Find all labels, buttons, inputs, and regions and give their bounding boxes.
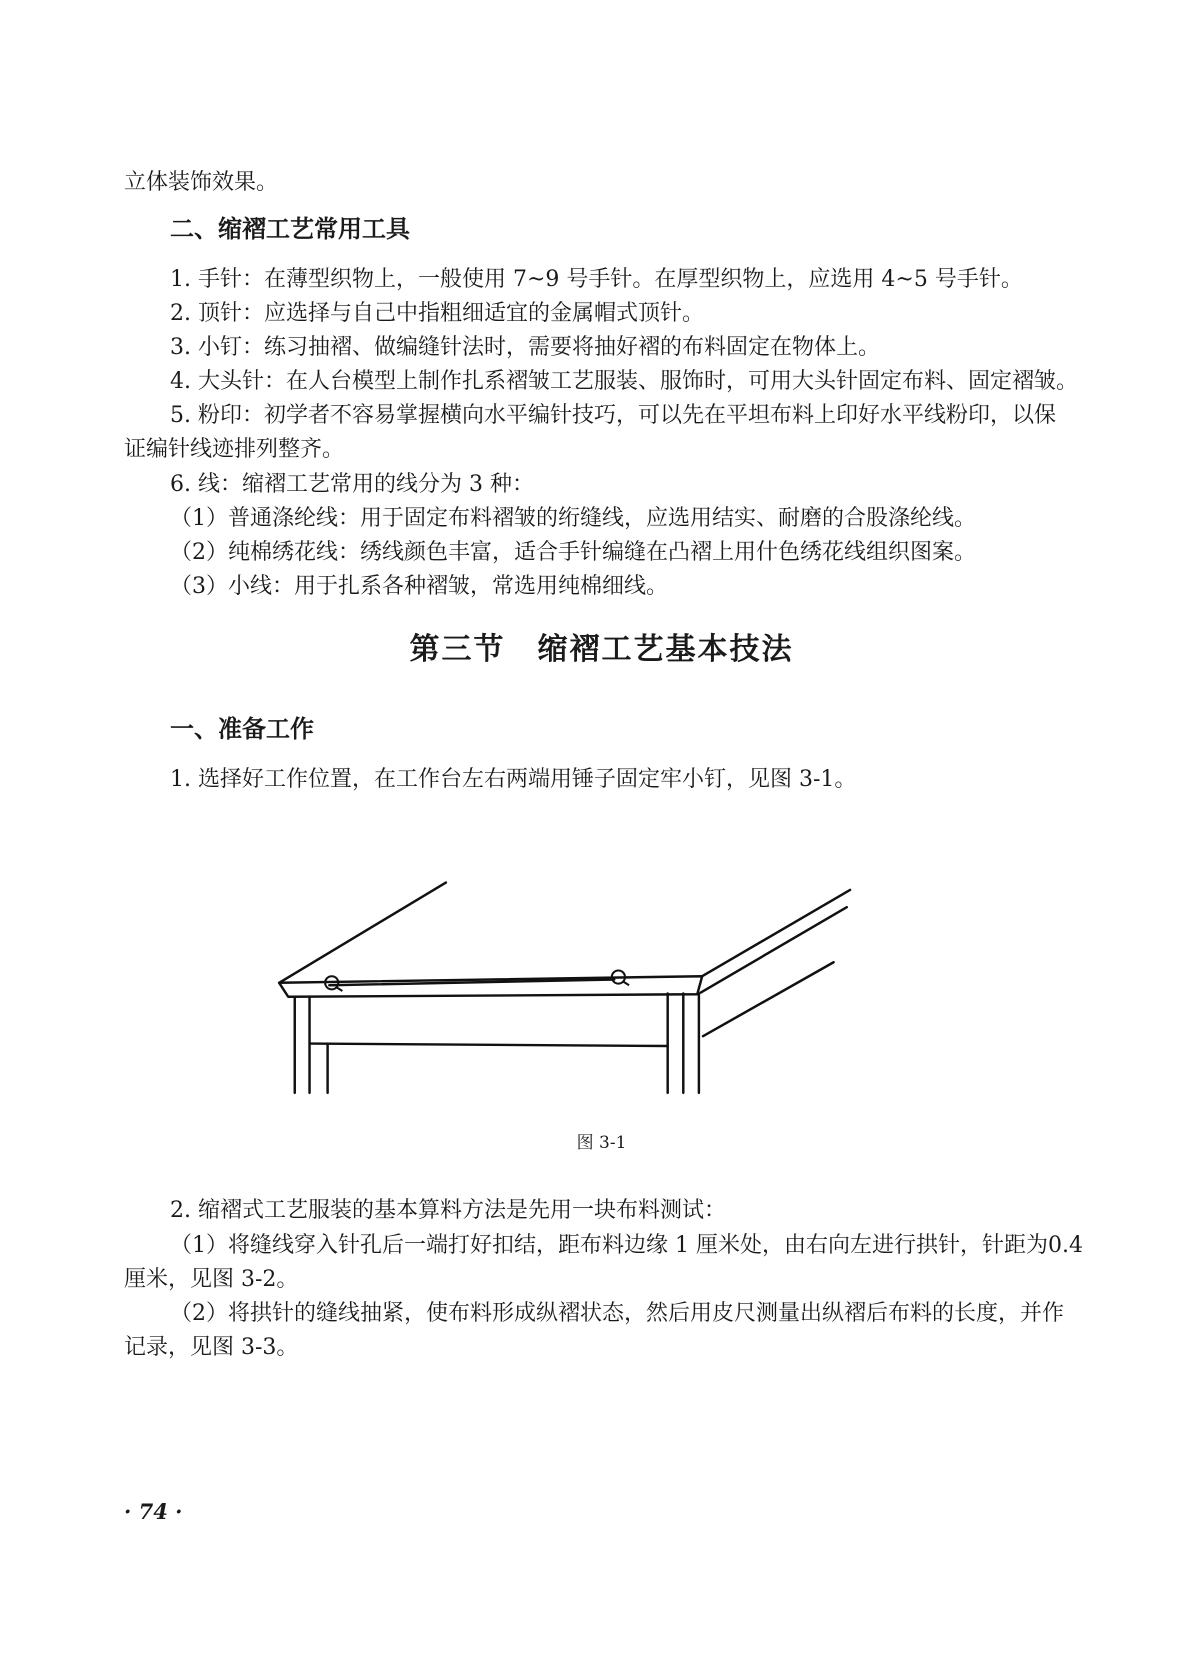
tack-left-icon [325, 976, 342, 991]
prep-step-2-2-cont: 记录，见图 3-3。 [124, 1335, 299, 1360]
section-heading-tools: 二、缩褶工艺常用工具 [170, 215, 410, 243]
page-number: · 74 · [124, 1499, 183, 1524]
tool-item-chalk: 5. 粉印：初学者不容易掌握横向水平编针技巧，可以先在平坦布料上印好水平线粉印，以保 [170, 403, 1056, 428]
thread-type-small: （3）小线：用于扎系各种褶皱，常选用纯棉细线。 [170, 574, 668, 599]
thread-type-polyester: （1）普通涤纶线：用于固定布料褶皱的绗缝线，应选用结实、耐磨的合股涤纶线。 [170, 506, 976, 531]
thread-type-embroidery: （2）纯棉绣花线：绣线颜色丰富，适合手针编缝在凸褶上用什色绣花线组织图案。 [170, 540, 976, 565]
prep-step-2-2: （2）将拱针的缝线抽紧，使布料形成纵褶状态，然后用皮尺测量出纵褶后布料的长度，并作 [170, 1301, 1065, 1326]
tool-item-thimble: 2. 顶针：应选择与自己中指粗细适宜的金属帽式顶针。 [170, 301, 704, 326]
section-heading-prep: 一、准备工作 [170, 715, 314, 743]
tool-item-chalk-cont: 证编针线迹排列整齐。 [124, 437, 345, 462]
prep-step-2: 2. 缩褶式工艺服装的基本算料方法是先用一块布料测试： [170, 1198, 726, 1223]
prep-step-1: 1. 选择好工作位置，在工作台左右两端用锤子固定牢小钉，见图 3-1。 [170, 767, 857, 792]
figure-caption: 图 3-1 [576, 1133, 627, 1153]
tool-item-needle: 1. 手针：在薄型织物上，一般使用 7~9 号手针。在厚型织物上，应选用 4~5 号手针。 [170, 267, 1023, 292]
tool-item-tack: 3. 小钉：练习抽褶、做编缝针法时，需要将抽好褶的布料固定在物体上。 [170, 335, 880, 360]
tool-item-pin: 4. 大头针：在人台模型上制作扎系褶皱工艺服装、服饰时，可用大头针固定布料、固定褶皱。 [170, 369, 1078, 394]
prep-step-2-1-cont: 厘米，见图 3-2。 [124, 1267, 299, 1292]
chapter-title: 第三节 缩褶工艺基本技法 [409, 632, 794, 667]
prep-step-2-1: （1）将缝线穿入针孔后一端打好扣结，距布料边缘 1 厘米处，由右向左进行拱针，针距为0.4 [170, 1233, 1083, 1258]
table-illustration [215, 876, 915, 1106]
intro-tail-text: 立体装饰效果。 [124, 170, 279, 195]
tool-item-thread: 6. 线：缩褶工艺常用的线分为 3 种： [170, 472, 534, 497]
